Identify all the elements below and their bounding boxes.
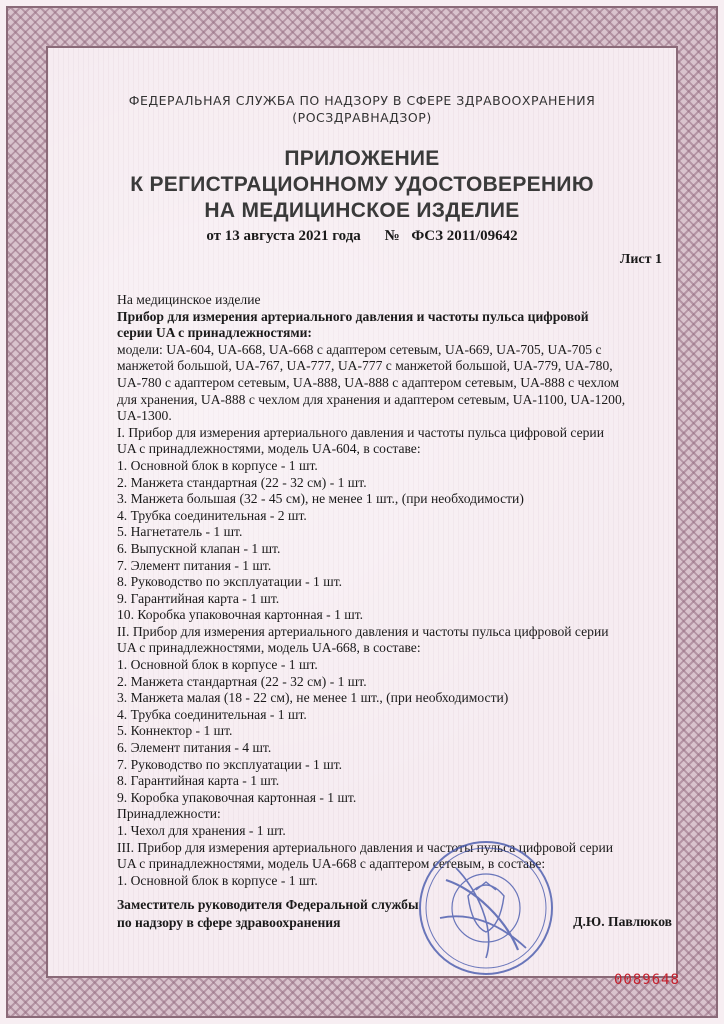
- document-body: [117, 292, 677, 889]
- list-item: 6. Элемент питания - 4 шт.: [117, 740, 272, 756]
- list-item: 8. Руководство по эксплуатации - 1 шт.: [117, 574, 343, 590]
- models-line: UA-780 с адаптером сетевым, UA-888, UA-888 с адаптером сетевым, UA-888 с чехлом: [117, 374, 619, 390]
- list-item: 10. Коробка упаковочная картонная - 1 шт.: [117, 607, 364, 623]
- section-heading-line: II. Прибор для измерения артериального давления и частоты пульса цифровой серии: [117, 623, 609, 639]
- serial-number: 0089648: [613, 972, 680, 988]
- agency-name: ФЕДЕРАЛЬНАЯ СЛУЖБА ПО НАДЗОРУ В СФЕРЕ ЗДРАВООХРАНЕНИЯ: [128, 93, 596, 108]
- list-item: 1. Основной блок в корпусе - 1 шт.: [117, 457, 318, 473]
- official-seal: [416, 838, 556, 978]
- list-item: 2. Манжета стандартная (22 - 32 см) - 1 шт.: [117, 474, 367, 490]
- section-heading-line: UA с принадлежностями, модель UA-604, в составе:: [117, 441, 421, 457]
- intro-text: На медицинское изделие: [117, 292, 261, 307]
- device-name-line: серии UA с принадлежностями:: [117, 325, 312, 341]
- list-item: 5. Нагнетатель - 1 шт.: [117, 524, 243, 540]
- list-item: 1. Чехол для хранения - 1 шт.: [117, 823, 286, 838]
- signer-position: [117, 896, 419, 932]
- list-item: 7. Руководство по эксплуатации - 1 шт.: [117, 756, 343, 772]
- models-line: манжетой большой, UA-767, UA-777, UA-777 с манжетой большой, UA-779, UA-780,: [117, 358, 613, 374]
- title-line-1: ПРИЛОЖЕНИЕ: [284, 147, 440, 170]
- list-item: 9. Гарантийная карта - 1 шт.: [117, 590, 280, 606]
- list-item: 3. Манжета большая (32 - 45 см), не менее 1 шт., (при необходимости): [117, 491, 524, 507]
- device-name-line: Прибор для измерения артериального давления и частоты пульса цифровой: [117, 308, 589, 324]
- certificate-number: ФСЗ 2011/09642: [411, 228, 518, 244]
- agency-abbreviation: (РОСЗДРАВНАДЗОР): [292, 110, 432, 125]
- title-line-3: НА МЕДИЦИНСКОЕ ИЗДЕЛИЕ: [204, 199, 520, 222]
- list-item: 1. Основной блок в корпусе - 1 шт.: [117, 657, 318, 673]
- title-line-2: К РЕГИСТРАЦИОННОМУ УДОСТОВЕРЕНИЮ: [130, 173, 594, 196]
- certificate-reference: [0, 228, 724, 245]
- signer-position-line: Заместитель руководителя Федеральной службы: [117, 897, 419, 912]
- models-line: для хранения, UA-888 с чехлом для хранения и адаптером сетевым, UA-1100, UA-1200,: [117, 391, 626, 407]
- list-item: 4. Трубка соединительная - 2 шт.: [117, 507, 307, 523]
- number-sign: №: [384, 228, 400, 244]
- section-heading-line: I. Прибор для измерения артериального давления и частоты пульса цифровой серии: [117, 424, 604, 440]
- certificate-date: от 13 августа 2021 года: [206, 228, 361, 244]
- agency-header: [0, 92, 724, 126]
- signer-name: Д.Ю. Павлюков: [573, 914, 672, 929]
- list-item: 8. Гарантийная карта - 1 шт.: [117, 773, 280, 789]
- list-item: 2. Манжета стандартная (22 - 32 см) - 1 шт.: [117, 673, 367, 689]
- signer-position-line: по надзору в сфере здравоохранения: [117, 915, 341, 930]
- section-heading-line: III. Прибор для измерения артериального давления и частоты пульса цифровой серии: [117, 839, 614, 855]
- models-line: модели: UA-604, UA-668, UA-668 с адаптером сетевым, UA-669, UA-705, UA-705 с: [117, 341, 602, 357]
- document-title: [0, 146, 724, 224]
- list-item: 9. Коробка упаковочная картонная - 1 шт.: [117, 789, 357, 805]
- list-item: 7. Элемент питания - 1 шт.: [117, 557, 272, 573]
- sheet-number: Лист 1: [619, 252, 662, 267]
- models-line: UA-1300.: [117, 408, 172, 424]
- list-item: 3. Манжета малая (18 - 22 см), не менее 1 шт., (при необходимости): [117, 690, 509, 706]
- section-heading-line: UA с принадлежностями, модель UA-668 с адаптером сетевым, в составе:: [117, 856, 546, 872]
- list-item: 5. Коннектор - 1 шт.: [117, 723, 233, 739]
- section-heading-line: UA с принадлежностями, модель UA-668, в составе:: [117, 640, 421, 656]
- list-item: 6. Выпускной клапан - 1 шт.: [117, 540, 281, 556]
- list-item: 1. Основной блок в корпусе - 1 шт.: [117, 872, 318, 888]
- list-item: 4. Трубка соединительная - 1 шт.: [117, 706, 307, 722]
- accessories-heading: Принадлежности:: [117, 806, 221, 822]
